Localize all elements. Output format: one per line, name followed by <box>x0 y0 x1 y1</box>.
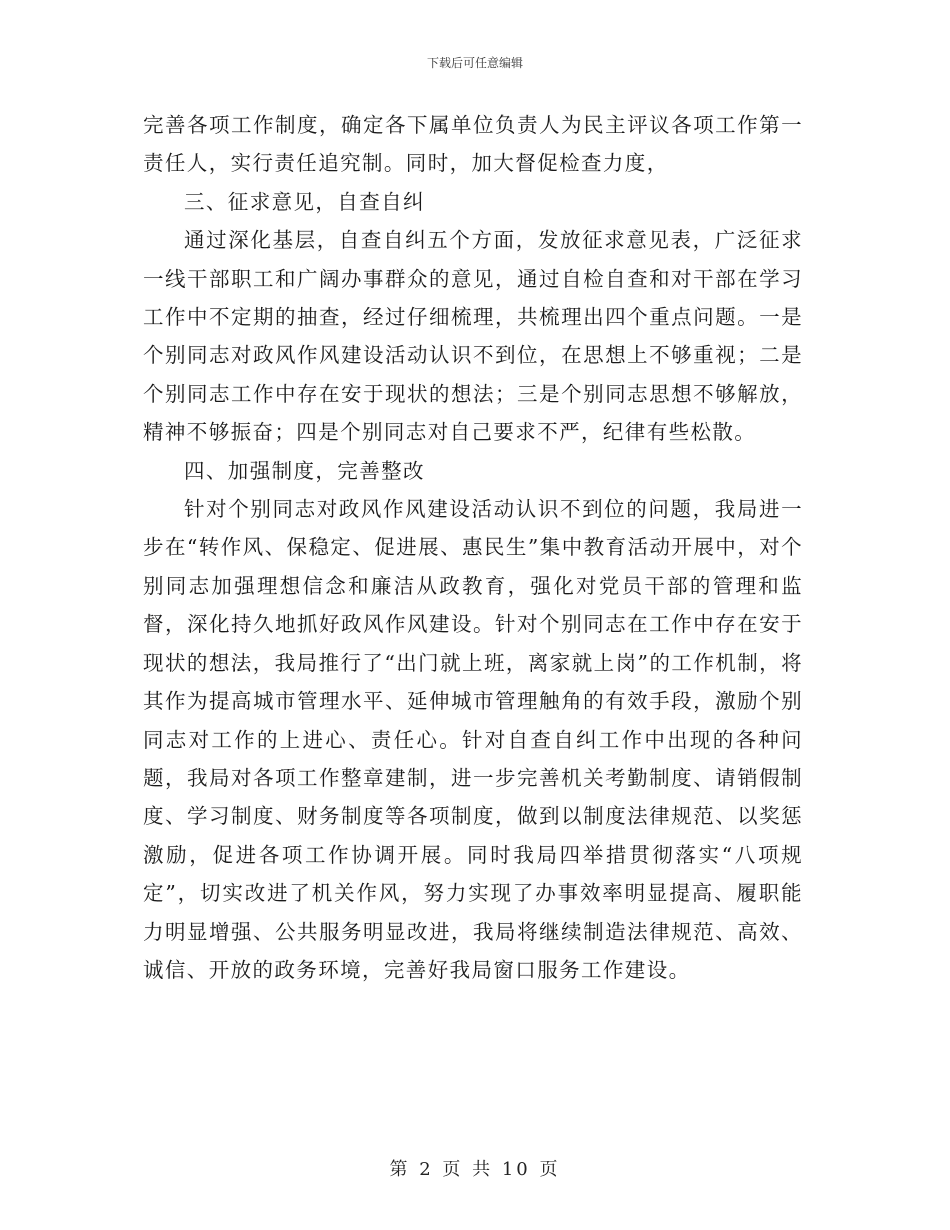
paragraph-section-3: 通过深化基层，自查自纠五个方面，发放征求意见表，广泛征求一线干部职工和广阔办事群众的意见，通过自检自查和对干部在学习工作中不定期的抽查，经过仔细梳理，共梳理出四个重点问题。一是个别同志对政风作风建设活动认识不到位，在思想上不够重视；二是个别同志工作中存在安于现状的想法；三是个别同志思想不够解放，精神不够振奋；四是个别同志对自己要求不严，纪律有些松散。 <box>143 228 803 445</box>
paragraph-section-4: 针对个别同志对政风作风建设活动认识不到位的问题，我局进一步在“转作风、保稳定、促进展、惠民生”集中教育活动开展中，对个别同志加强理想信念和廉洁从政教育，强化对党员干部的管理和监督，深化持久地抓好政风作风建设。针对个别同志在工作中存在安于现状的想法，我局推行了“出门就上班，离家就上岗”的工作机制，将其作为提高城市管理水平、延伸城市管理触角的有效手段，激励个别同志对工作的上进心、责任心。针对自查自纠工作中出现的各种问题，我局对各项工作整章建制，进一步完善机关考勤制度、请销假制度、学习制度、财务制度等各项制度，做到以制度法律规范、以奖惩激励，促进各项工作协调开展。同时我局四举措贯彻落实“八项规定”，切实改进了机关作风，努力实现了办事效率明显提高、履职能力明显增强、公共服务明显改进，我局将继续制造法律规范、高效、诚信、开放的政务环境，完善好我局窗口服务工作建设。 <box>143 497 803 982</box>
page-footer: 第 2 页 共 10 页 <box>389 1159 561 1180</box>
section-heading-3: 三、征求意见，自查自纠 <box>184 189 425 214</box>
section-heading-4: 四、加强制度，完善整改 <box>184 458 425 483</box>
document-body <box>143 106 803 989</box>
paragraph-continuation: 完善各项工作制度，确定各下属单位负责人为民主评议各项工作第一责任人，实行责任追究制。同时，加大督促检查力度， <box>143 113 803 176</box>
page-header: 下载后可任意编辑 <box>426 56 523 70</box>
